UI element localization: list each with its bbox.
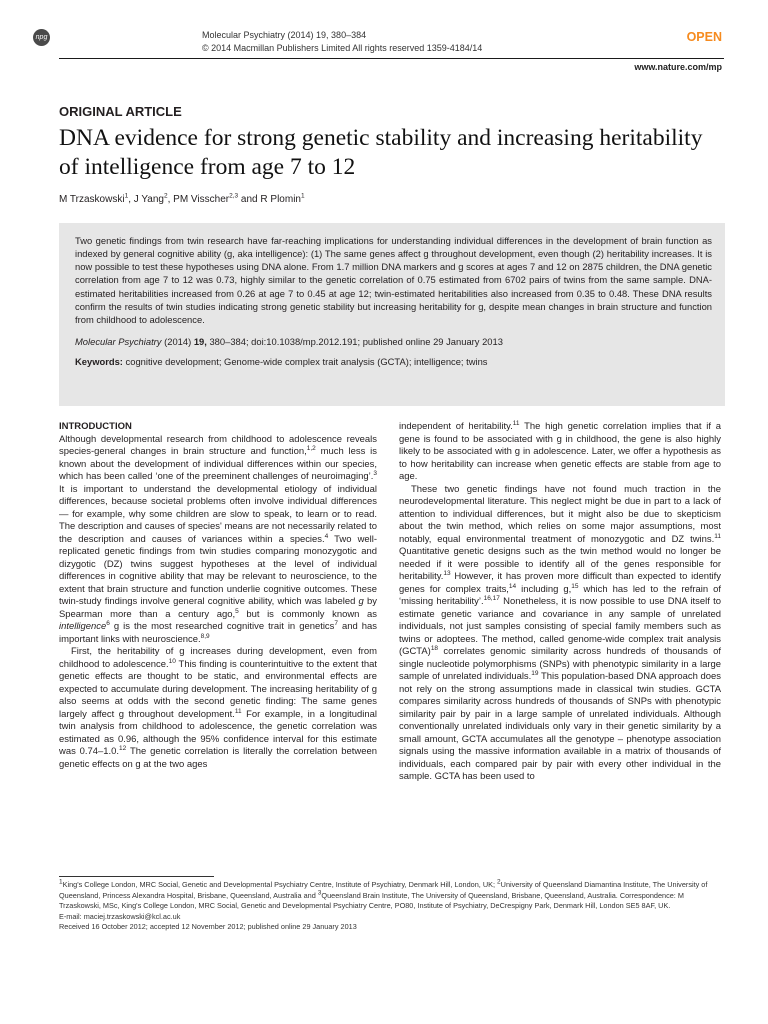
abstract-text: Two genetic findings from twin research have far-reaching implications for understanding individual differences in the development of brain function as indexed by general cognitive ability (g, aka intelligence): (1) The same genes affect g throughout development, even though (2) heritability increases. It is now possible to test these hypotheses using DNA alone. From 1.7 million DNA markers and g scores at ages 7 and 12 on 2875 children, the DNA genetic correlation from age 7 to 12 was 0.73, highly similar to the genetic correlation of 0.75 estimated from 6702 pairs of twins from the same sample. DNA-estimated heritabilities increased from 0.26 at age 7 to 0.45 at age 12; twin-estimated heritabilities also increased from 0.35 to 0.48. These DNA results confirm the results of twin studies indicating strong genetic stability but increasing heritability for g, despite mean changes in brain structure and function from childhood to adolescence.: [75, 235, 712, 325]
footnote-affiliations: [59, 880, 725, 933]
author-name: M Trzaskowski: [59, 194, 125, 205]
body-column-left: [59, 421, 377, 771]
reference-marker: 11: [512, 419, 520, 427]
received-dates: Received 16 October 2012; accepted 12 November 2012; published online 29 January 2013: [59, 922, 357, 931]
keywords-text: cognitive development; Genome-wide complex trait analysis (GCTA); intelligence; twins: [122, 356, 488, 368]
author-list: M Trzaskowski$^1$, J Yang$^2$, PM Visscher$^{2,3}$ and R Plomin$^1$: [59, 192, 305, 205]
reference-marker: 14: [508, 582, 517, 590]
article-title: DNA evidence for strong genetic stability and increasing heritability of intelligence from age 7 to 12: [59, 125, 703, 180]
reference-marker: 18: [430, 644, 439, 652]
cite-volume: 19,: [193, 336, 207, 348]
reference-marker: 12: [119, 744, 127, 752]
body-column-right: [399, 421, 721, 784]
affiliation-marker: 1: [124, 192, 129, 200]
reference-marker: 11: [234, 707, 242, 715]
keywords-label: Keywords:: [75, 356, 123, 368]
open-access-badge: OPEN: [686, 30, 722, 44]
author-name: J Yang: [133, 194, 164, 205]
header-rule: [59, 58, 724, 59]
cite-journal: Molecular Psychiatry: [75, 336, 162, 348]
reference-marker: 1,2: [306, 444, 316, 452]
abstract-box: [59, 223, 725, 406]
article-type: ORIGINAL ARTICLE: [59, 104, 182, 119]
body-paragraph: independent of heritability.$^{11}$ The high genetic correlation implies that if a gene is found to be associated with g in childhood, the gene is also highly likely to be associated with g in adolescence. Later, we offer a hypothesis as to how heritability can increase when genetic effects are stable from age to age.: [399, 419, 722, 482]
section-heading-introduction: INTRODUCTION: [59, 421, 132, 432]
affiliation-marker: 2: [163, 192, 168, 200]
reference-marker: 11: [714, 532, 721, 540]
reference-marker: 19: [531, 669, 539, 677]
footnote-rule: [59, 876, 214, 877]
journal-website-link[interactable]: www.nature.com/mp: [634, 62, 722, 72]
reference-marker: 6: [106, 619, 110, 627]
body-paragraph: These two genetic findings have not found much traction in the neurodevelopmental literature. This neglect might be due in part to a lack of attention to individual differences, but it might also be due to skepticism about the twin method, which relies on some major assumptions, most notably, equal environmental treatment of monozygotic and DZ twins.$^{11}$ Quantitative genetic designs such as the twin method would no longer be needed if it were possible to identify all of the genes responsible for heritability.$^{13}$ However, it has proven more difficult than expected to identify genes for complex traits,$^{14}$ including g,$^{15}$ which has led to the refrain of ‘missing heritability’.$^{16,17}$ Nonetheless, it is now possible to use DNA itself to estimate genetic variance and covariance in any sample of unrelated individuals, not just samples consisting of special family members such as twins or adoptees. The method, called genome-wide complex trait analysis (GCTA)$^{18}$ correlates genomic similarity across hundreds of thousands of single nucleotide polymorphisms (SNPs) with phenotypic similarity in a large sample of unrelated individuals.$^{19}$ This population-based DNA approach does not rely on the strong assumptions made in classical twin studies. GCTA compares similarity across hundreds of thousands of SNPs with phenotypic similarity pair by pair in a large sample of unrelated individuals. Although conventionally unrelated individuals only vary in their genetic similarity by a small amount, GCTA accumulates all the genotype – phenotype association signals using the massive information available in a matrix of thousands of individuals, each compared pair by pair with every other individual in the sample. GCTA has been used to: [399, 483, 721, 782]
copyright-line: © 2014 Macmillan Publishers Limited All rights reserved 1359-4184/14: [202, 43, 483, 53]
reference-marker: 15: [571, 582, 579, 590]
reference-marker: 3: [373, 469, 377, 477]
cite-year: (2014): [161, 336, 194, 348]
affiliation-marker: 1: [300, 192, 305, 200]
reference-marker: 4: [324, 532, 329, 540]
journal-citation: Molecular Psychiatry (2014) 19, 380–384: [202, 30, 367, 40]
publisher-logo: npg: [33, 29, 50, 46]
author-name: PM Visscher: [173, 194, 230, 205]
keywords: [75, 355, 712, 368]
affiliation-text: $^1$King's College London, MRC Social, Genetic and Developmental Psychiatry Centre, Institute of Psychiatry, Denmark Hill, London, UK; $^2$University of Queensland Diamantina Institute, The University of Queensland, Princess Alexandra Hospital, Brisbane, Queensland, Australia and $^3$Queensland Brain Institute, The University of Queensland, Brisbane, Queensland, Australia. Correspondence: M Trzaskowski, MSc, King's College London, MRC Social, Genetic and Developmental Psychiatry Centre, PO80, Institute of Psychiatry, DeCrespigny Park, Denmark Hill, London SE5 8AF, UK.: [59, 878, 708, 910]
reference-marker: 10: [168, 657, 176, 665]
body-paragraph: First, the heritability of g increases during development, even from childhood to adolescence.$^{10}$ This finding is counterintuitive to the extent that genetic effects are thought to be static, and environmental effects are expected to accumulate during development. The increasing heritability of g also seems at odds with the second genetic finding: The same genes largely affect g throughout development.$^{11}$ For example, in a longitudinal twin analysis from childhood to adolescence, the genetic correlation was estimated as 0.96, although the 95% confidence interval for this estimate was 0.74–1.0.12 The genetic correlation is literally the correlation between genetic effects on g at the two ages: [59, 646, 377, 770]
body-paragraph: Although developmental research from childhood to adolescence reveals species-general changes in brain structure and function,$^{1,2}$ much less is known about the development of individual differences within our species, which has been called ‘one of the preeminent challenges of neuroimaging’.$^3$ It is important to understand the developmental etiology of individual differences, because societal problems often involve individual differences— for example, why some children are slow to speak, to learn or to read. The description and causes of species' means are not necessarily related to the description and causes of variances within a species.$^4$ Two well-replicated genetic findings from twin studies comparing monozygotic and dizygotic (DZ) twins suggest hypotheses at the level of individual differences in cognitive ability that may be relevant to neuroscience, to the extent that brain structure and function underlie cognitive outcomes. These twin-study findings involve general cognitive ability, which was labeled g by Spearman more than a century ago,$^5$ but is commonly known as intelligence$^6$ g is the most researched cognitive trait in genetics$^7$ and has important links with neuroscience.$^{8,9}$: [59, 433, 378, 645]
reference-marker: 13: [443, 569, 451, 577]
reference-marker: 8,9: [200, 632, 210, 640]
affiliation-marker: 2,3: [229, 192, 239, 200]
reference-marker: 16,17: [483, 594, 500, 602]
reference-marker: 7: [334, 619, 338, 627]
author-name: R Plomin: [260, 194, 301, 205]
correspondence-email[interactable]: E-mail: maciej.trzaskowski@kcl.ac.uk: [59, 911, 181, 921]
reference-marker: 5: [235, 607, 239, 615]
cite-details: 380–384; doi:10.1038/mp.2012.191; published online 29 January 2013: [206, 336, 503, 348]
abstract-citation: [75, 335, 712, 348]
